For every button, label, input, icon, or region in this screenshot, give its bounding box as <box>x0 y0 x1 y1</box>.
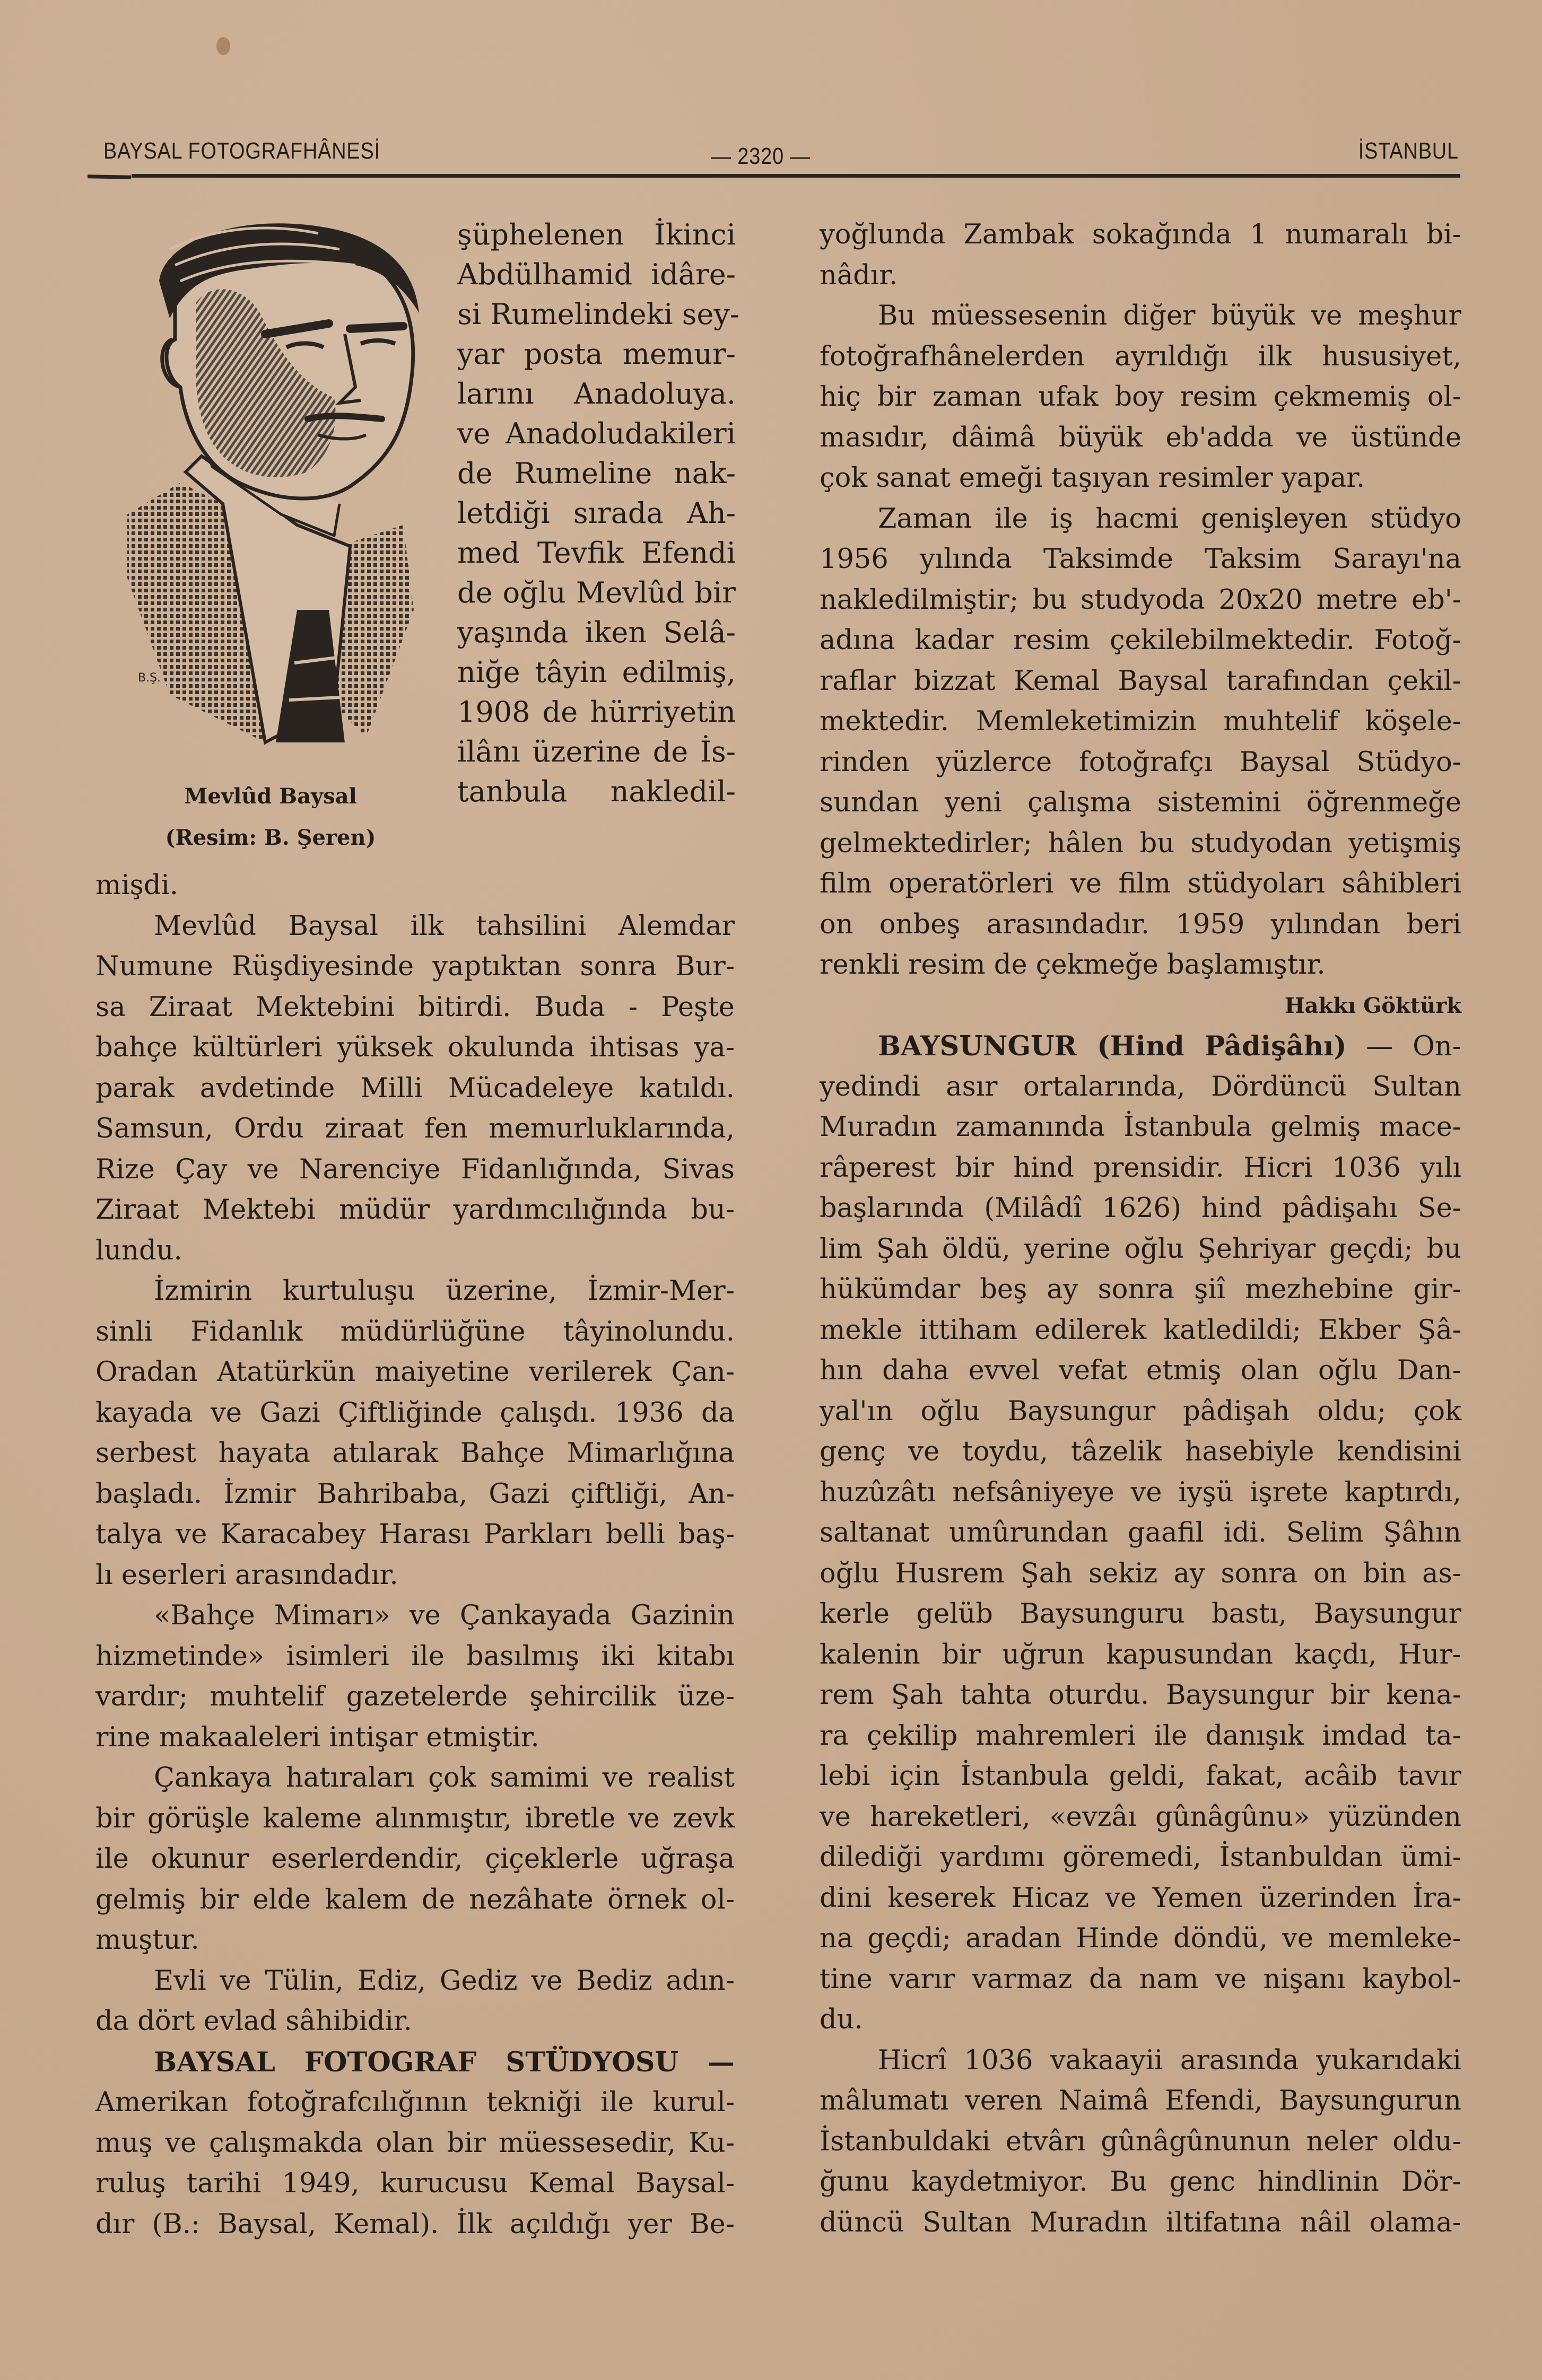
text-line: Oradan Atatürkün maiyetine verilerek Çan- <box>95 1357 735 1388</box>
text-line: saltanat umûrundan gaafil idi. Selim Şâhın <box>820 1517 1461 1548</box>
text-line: dini keserek Hicaz ve Yemen üzerinden İra- <box>820 1882 1461 1914</box>
text-line: mâlumatı veren Naimâ Efendi, Baysungurun <box>820 2085 1461 2116</box>
text-line: sinli Fidanlık müdürlüğüne tâyinolundu. <box>95 1316 735 1348</box>
text-line: niğe tâyin edilmiş, <box>457 655 736 689</box>
text-line: 1908 de hürriyetin <box>457 695 736 729</box>
text-line: bir görüşle kaleme alınmıştır, ibretle ve zevk <box>95 1802 735 1834</box>
text-line: başladı. İzmir Bahribaba, Gazi çiftliği, An- <box>95 1478 735 1510</box>
left-column <box>95 865 735 2245</box>
portrait-caption-credit: (Resim: B. Şeren) <box>165 825 376 850</box>
text-line: mişdi. <box>95 870 179 901</box>
text-line: oğlu Husrem Şah sekiz ay sonra on bin as- <box>820 1558 1461 1589</box>
header-rule-left <box>88 174 131 179</box>
text-line: serbest hayata atılarak Bahçe Mimarlığına <box>95 1438 735 1469</box>
text-line: ruluş tarihi 1949, kurucusu Kemal Baysal- <box>95 2168 735 2199</box>
text-line: hın daha evvel vefat etmiş olan oğlu Dan- <box>820 1355 1461 1386</box>
entry-heading-line: BAYSUNGUR (Hind Pâdişâhı) — On- <box>878 1030 1461 1062</box>
text-beside-portrait <box>457 215 740 811</box>
text-line: med Tevfik Efendi <box>457 536 736 570</box>
text-line: de oğlu Mevlûd bir <box>457 576 736 609</box>
text-line: «Bahçe Mimarı» ve Çankayada Gazinin <box>154 1600 735 1631</box>
text-line: muştur. <box>95 1924 199 1956</box>
page-number: — 2320 — <box>711 143 811 169</box>
text-line: Ziraat Mektebi müdür yardımcılığında bu- <box>95 1194 735 1226</box>
text-line: başlarında (Milâdî 1626) hind pâdişahı Se- <box>820 1193 1461 1224</box>
text-line: rine makaaleleri intişar etmiştir. <box>95 1721 539 1753</box>
text-line: lı eserleri arasındadır. <box>95 1559 398 1591</box>
text-line: şüphelenen İkinci <box>457 218 736 251</box>
text-line: Hicrî 1036 vakaayii arasında yukarıdaki <box>878 2044 1461 2076</box>
text-line: ğunu kaydetmiyor. Bu genc hindlinin Dör- <box>820 2166 1461 2198</box>
text-line: du. <box>820 2004 863 2035</box>
text-line: letdiği sırada Ah- <box>457 496 736 530</box>
text-line: parak avdetinde Milli Mücadeleye katıldı. <box>95 1072 735 1104</box>
text-line: nâdır. <box>820 259 898 291</box>
header-rule <box>132 174 1460 178</box>
text-line: genç ve toydu, tâzelik hasebiyle kendisini <box>820 1436 1461 1467</box>
text-line: dır (B.: Baysal, Kemal). İlk açıldığı yer Be- <box>95 2208 735 2240</box>
text-line: gelmektedirler; hâlen bu studyodan yetişmiş <box>820 827 1461 859</box>
text-line: ile okunur eserlerdendir, çiçeklerle uğraşa <box>95 1843 735 1875</box>
portrait-illustration-icon <box>106 207 435 769</box>
text-line: huzûzâtı nefsâniyeye ve iyşü işrete kaptırdı, <box>820 1476 1461 1508</box>
right-column <box>820 215 1461 2243</box>
text-line: masıdır, dâimâ büyük eb'adda ve üstünde <box>820 422 1461 453</box>
text-line: Zaman ile iş hacmi genişleyen stüdyo <box>878 503 1461 535</box>
text-line: fotoğrafhânelerden ayrıldığı ilk hususiyet, <box>820 340 1461 372</box>
text-line: ra çekilip mahremleri ile danışık imdad ta- <box>820 1720 1461 1752</box>
text-line: bahçe kültürleri yüksek okulunda ihtisas ya- <box>95 1032 735 1063</box>
text-line: renkli resim de çekmeğe başlamıştır. <box>820 949 1326 981</box>
running-head-city: İSTANBUL <box>1358 138 1459 164</box>
text-line: tine varır varmaz da nam ve nişanı kaybol- <box>820 1963 1461 1995</box>
text-line: yaşında iken Selâ- <box>457 616 736 649</box>
text-line: kerle gelüb Baysunguru bastı, Baysungur <box>820 1598 1461 1630</box>
text-line: film operatörleri ve film stüdyoları sâhibleri <box>820 868 1461 899</box>
text-line: râperest bir hind prensidir. Hicri 1036 yılı <box>820 1152 1461 1184</box>
text-line: nakledilmiştir; bu studyoda 20x20 metre eb'- <box>820 584 1461 616</box>
text-line: rem Şah tahta oturdu. Baysungur bir kena- <box>820 1679 1461 1711</box>
text-line: lundu. <box>95 1235 182 1266</box>
text-line: İzmirin kurtuluşu üzerine, İzmir-Mer- <box>154 1275 735 1307</box>
text-line: hükümdar beş ay sonra şiî mezhebine gir- <box>820 1274 1461 1305</box>
text-line: yal'ın oğlu Baysungur pâdişah oldu; çok <box>820 1395 1461 1427</box>
text-line: Amerikan fotoğrafcılığının tekniği ile kurul- <box>95 2087 735 2118</box>
running-head <box>103 133 1459 170</box>
entry-heading-line: BAYSAL FOTOGRAF STÜDYOSU — <box>154 2046 735 2078</box>
text-line: ve hareketleri, «evzâı gûnâgûnu» yüzünden <box>820 1801 1461 1833</box>
text-line: si Rumelindeki sey- <box>457 298 740 331</box>
text-line: Muradın zamanında İstanbula gelmiş mace- <box>820 1112 1461 1143</box>
text-line: adına kadar resim çekilebilmektedir. Fotoğ- <box>820 625 1461 656</box>
text-line: Bu müessesenin diğer büyük ve meşhur <box>878 300 1461 331</box>
text-line: Samsun, Ordu ziraat fen memurluklarında, <box>95 1113 735 1144</box>
text-line: Abdülhamid idâre- <box>457 258 736 291</box>
text-line: sundan yeni çalışma sistemini öğrenmeğe <box>820 787 1461 818</box>
text-line: vardır; muhtelif gazetelerde şehircilik üze- <box>95 1681 735 1712</box>
text-line: Rize Çay ve Narenciye Fidanlığında, Sivas <box>95 1153 735 1185</box>
text-line: çok sanat emeği taşıyan resimler yapar. <box>820 462 1365 494</box>
text-line: hiç bir zaman ufak boy resim çekmemiş ol- <box>820 381 1461 413</box>
text-line: sa Ziraat Mektebini bitirdi. Buda - Peşte <box>95 991 735 1023</box>
text-line: na geçdi; aradan Hinde döndü, ve memleke- <box>820 1923 1461 1954</box>
paper-stain <box>216 37 230 55</box>
text-line: Evli ve Tülin, Ediz, Gediz ve Bediz adın- <box>154 1965 735 1997</box>
text-line: talya ve Karacabey Harası Parkları belli baş- <box>95 1519 735 1550</box>
text-line: gelmiş bir elde kalem de nezâhate örnek ol- <box>95 1884 735 1915</box>
text-line: düncü Sultan Muradın iltifatına nâil olama- <box>820 2207 1461 2238</box>
text-line: ilânı üzerine de İs- <box>457 735 736 768</box>
text-line: da dört evlad sâhibidir. <box>95 2006 412 2037</box>
entry-heading: BAYSUNGUR (Hind Pâdişâhı) <box>878 1030 1347 1062</box>
text-line: mekle ittiham edilerek katledildi; Ekber Şâ- <box>820 1314 1461 1346</box>
text-line: Çankaya hatıraları çok samimi ve realist <box>154 1762 735 1793</box>
text-line: yar posta memur- <box>457 337 736 371</box>
text-line: raflar bizzat Kemal Baysal tarafından çekil- <box>820 665 1461 697</box>
text-line: yoğlunda Zambak sokağında 1 numaralı bi- <box>820 219 1461 250</box>
text-line: rinden yüzlerce fotoğrafçı Baysal Stüdyo- <box>820 746 1461 778</box>
text-line: tanbula nakledil- <box>457 775 736 808</box>
portrait-caption-name: Mevlûd Baysal <box>184 784 357 809</box>
text-line: mektedir. Memleketimizin muhtelif köşele- <box>820 706 1461 737</box>
text-line: muş ve çalışmakda olan bir müessesedir, Ku- <box>95 2127 735 2159</box>
text-line: 1956 yılında Taksimde Taksim Sarayı'na <box>820 544 1461 575</box>
text-line: İstanbuldaki etvârı gûnâgûnunun neler oldu- <box>820 2125 1461 2157</box>
text-line: hizmetinde» isimleri ile basılmış iki kitabı <box>95 1640 735 1672</box>
text-line: de Rumeline nak- <box>457 457 736 490</box>
text-line: Numune Rüşdiyesinde yaptıktan sonra Bur- <box>95 951 735 982</box>
text-line: lebi için İstanbula geldi, fakat, acâib tavır <box>820 1761 1461 1792</box>
text-line: dilediği yardımı göremedi, İstanbuldan ümi- <box>820 1842 1461 1873</box>
text-line: Mevlûd Baysal ilk tahsilini Alemdar <box>154 910 735 942</box>
text-line: lim Şah öldü, yerine oğlu Şehriyar geçdi; bu <box>820 1233 1461 1265</box>
text-line: ve Anadoludakileri <box>457 417 736 450</box>
text-line: on onbeş arasındadır. 1959 yılından beri <box>820 908 1461 940</box>
text-line: kayada ve Gazi Çiftliğinde çalışdı. 1936 da <box>95 1397 735 1429</box>
text-line: kalenin bir uğrun kapusundan kaçdı, Hur- <box>820 1639 1461 1670</box>
author-signature: Hakkı Göktürk <box>1284 993 1461 1018</box>
text-line: yedindi asır ortalarında, Dördüncü Sultan <box>820 1071 1461 1102</box>
running-head-title: BAYSAL FOTOGRAFHÂNESİ <box>103 138 381 164</box>
text-line: larını Anadoluya. <box>457 377 736 410</box>
svg-text:B.Ş.: B.Ş. <box>138 671 161 685</box>
